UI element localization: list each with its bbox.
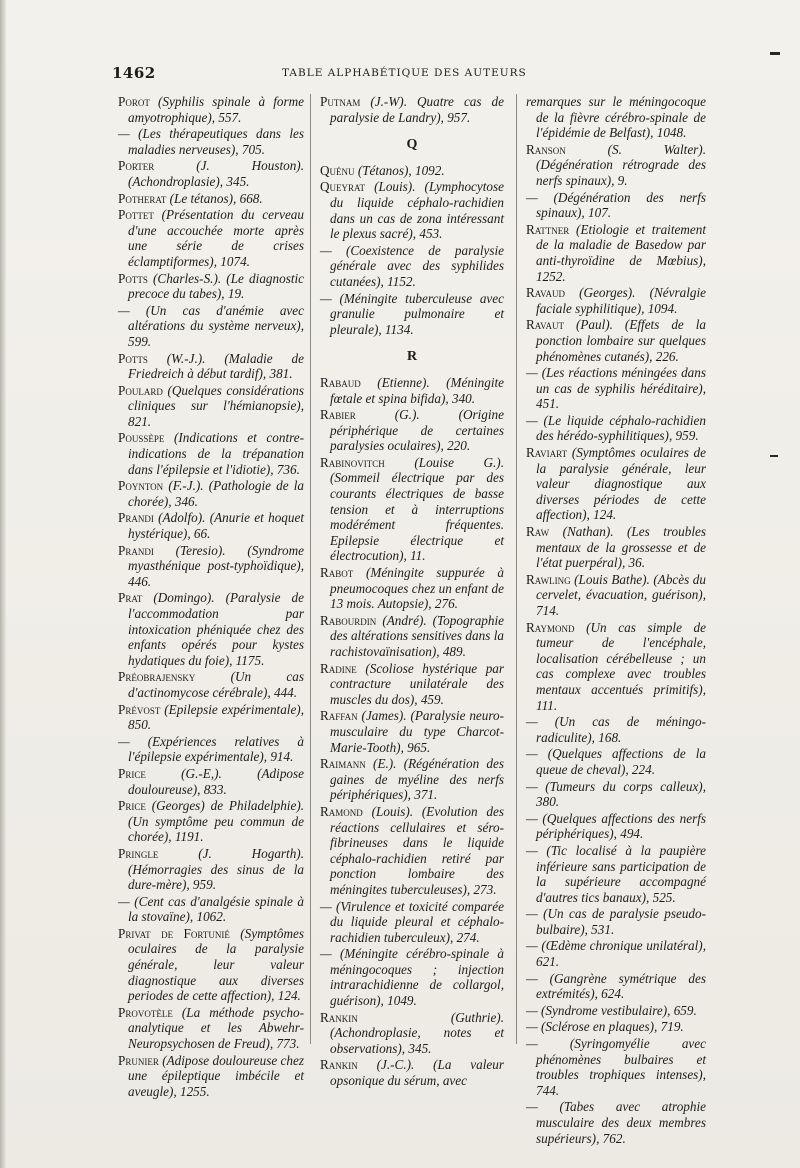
author-name: Rabinovitch: [320, 454, 385, 470]
author-name: Ravaud: [526, 285, 565, 301]
author-name: Raw: [526, 524, 550, 540]
index-entry: [526, 142, 706, 189]
entry-text: (James). (Paralysie neuro-musculaire du type Charcot-Marie-Tooth), 965.: [330, 708, 504, 755]
entry-text: (Symptômes oculaires de la paralysie générale, leur valeur diagnostique aux diverses périodes de cette affection), 124.: [536, 445, 706, 523]
entry-text: (Etienne). (Méningite fœtale et spina bifida), 340.: [330, 374, 504, 406]
author-name: Ramond: [320, 803, 363, 819]
entry-text: — (Tic localisé à la paupière inférieure sans participation de la supérieure accompagné d'autres tics banaux), 525.: [526, 842, 706, 905]
author-name: Raymond: [526, 619, 575, 635]
author-name: Rabier: [320, 407, 356, 423]
author-name: Rawling: [526, 571, 571, 587]
entry-text: — (Syndrome vestibulaire), 659.: [526, 1002, 697, 1018]
page-binding-edge: [0, 0, 6, 1168]
index-entry: [118, 94, 304, 125]
index-entry: [526, 190, 706, 221]
author-name: Prat: [118, 590, 143, 606]
index-column-3: [526, 94, 706, 1147]
entry-text: (Scoliose hystérique par contracture unilatérale des muscles du dos), 459.: [330, 660, 505, 707]
entry-text: (Indications et contre-indications de la trépanation dans l'épilepsie et l'idiotie), 736.: [128, 430, 305, 477]
page-header: [112, 64, 752, 84]
entry-text: — (Un cas de méningo-radiculite), 168.: [526, 714, 706, 745]
index-entry: [320, 1010, 504, 1057]
entry-text: (Charles-S.). (Le diagnostic precoce du tabes), 19.: [128, 270, 305, 302]
entry-text: (Teresio). (Syndrome myasthénique post-typhoïdique), 446.: [128, 542, 304, 589]
entry-text: — (Gangrène symétrique des extrémités), 624.: [526, 970, 706, 1002]
entry-text: — (Un cas d'anémie avec altérations du système nerveux), 599.: [118, 302, 304, 349]
index-entry: [320, 756, 504, 803]
entry-text: (G.-E,). (Adipose douloureuse), 833.: [128, 765, 304, 797]
index-entry: [118, 271, 304, 302]
index-entry: [526, 1019, 706, 1035]
index-entry: [320, 291, 504, 338]
author-name: Raimann: [320, 756, 366, 772]
index-entry: [118, 158, 304, 189]
entry-text: — (Les thérapeutiques dans les maladies nerveuses), 705.: [118, 126, 304, 157]
author-name: Rattner: [526, 221, 570, 237]
author-name: Quénu: [320, 162, 355, 178]
entry-text: (S. Walter). (Dégénération rétrograde des nerfs spinaux), 9.: [536, 141, 706, 188]
entry-text: — (Coexistence de paralysie générale avec des syphilides cutanées), 1152.: [320, 242, 504, 289]
index-entry: [118, 510, 304, 541]
index-entry: [118, 207, 304, 269]
index-entry: [526, 906, 706, 937]
entry-text: (Georges). (Névralgie faciale syphilitique), 1094.: [536, 285, 706, 316]
index-entry: [118, 590, 304, 668]
entry-text: (Louis). (Lymphocytose du liquide céphalo-rachidien dans un cas de zona intéressant le plexus sacré), 453.: [330, 179, 504, 242]
index-entry: [118, 669, 304, 700]
author-name: Provotèle: [118, 1004, 173, 1020]
author-name: Raffan: [320, 708, 358, 724]
column-divider: [516, 94, 517, 1044]
entry-text: (Guthrie). (Achondroplasie, notes et observations), 345.: [330, 1009, 504, 1056]
entry-text: (J.-C.). (La valeur opsonique du sérum, avec: [330, 1057, 504, 1089]
author-name: Ravaut: [526, 317, 564, 333]
index-entry: [118, 798, 304, 845]
index-entry: [118, 926, 304, 1004]
entry-text: — (Quelques affections des nerfs périphériques), 494.: [526, 810, 706, 842]
author-name: Price: [118, 798, 146, 814]
index-entry: [118, 430, 304, 477]
index-entry: [118, 894, 304, 925]
index-entry: [526, 285, 706, 316]
entry-text: (Etiologie et traitement de la maladie de Basedow par anti-thyroïdine de Mœbius), 1252.: [536, 221, 706, 284]
index-entry: [320, 407, 504, 454]
index-entry: [526, 779, 706, 810]
entry-text: (Symptômes oculaires de la paralysie générale, leur valeur diagnostique aux diverses periodes de cette affection), 124.: [128, 925, 304, 1004]
entry-text: — (Cent cas d'analgésie spinale à la stovaïne), 1062.: [118, 893, 304, 925]
entry-text: — (Tumeurs du corps calleux), 380.: [526, 778, 706, 810]
index-entry: [526, 620, 706, 714]
entry-text: — (Les réactions méningées dans un cas de syphilis héréditaire), 451.: [526, 365, 706, 412]
entry-text: (Louis Bathe). (Abcès du cervelet, évacuation, guérison), 714.: [536, 571, 706, 618]
author-name: Poynton: [118, 478, 164, 494]
entry-text: — (Tabes avec atrophie musculaire des deux membres supérieurs), 762.: [526, 1099, 706, 1146]
index-entry: [320, 455, 504, 564]
entry-text: — (Le liquide céphalo-rachidien des hérédo-syphilitiques), 959.: [526, 412, 706, 444]
index-entry: [526, 811, 706, 842]
entry-text: (Quelques considérations cliniques sur l'hémianopsie), 821.: [128, 382, 305, 429]
index-entry: [118, 1053, 304, 1100]
index-entry: [320, 375, 504, 406]
index-entry: [320, 613, 504, 660]
index-entry: [320, 179, 504, 241]
index-entry: [320, 708, 504, 755]
entry-text: remarques sur le méningocoque de la fièvre cérébro-spinale de l'épidémie de Belfast), 1048.: [526, 94, 706, 141]
entry-text: — (Un cas de paralysie pseudo-bulbaire), 531.: [526, 906, 706, 937]
index-entry: [118, 383, 304, 430]
author-name: Price: [118, 765, 146, 781]
author-name: Prévost: [118, 701, 161, 717]
author-name: Préobrajensky: [118, 669, 196, 685]
entry-text: — (Dégénération des nerfs spinaux), 107.: [526, 189, 706, 221]
index-entry: [526, 1003, 706, 1019]
author-name: Potherat: [118, 190, 167, 206]
entry-text: — (Syringomyélie avec phénomènes bulbaires et troubles trophiques intenses), 744.: [526, 1036, 706, 1098]
index-entry: [118, 766, 304, 797]
index-entry: [526, 365, 706, 412]
index-entry: [118, 478, 304, 509]
index-entry: [526, 317, 706, 364]
author-name: Ranson: [526, 141, 566, 157]
entry-text: (W.-J.). (Maladie de Friedreich à début tardif), 381.: [128, 350, 304, 382]
entry-text: (Georges) de Philadelphie). (Un symptôme peu commun de chorée), 1191.: [128, 798, 305, 845]
entry-text: (F.-J.). (Pathologie de la chorée), 346.: [128, 478, 304, 509]
author-name: Prandi: [118, 542, 154, 558]
entry-text: — (Virulence et toxicité comparée du liquide pleural et céphalo-rachidien tuberculeux), 274.: [320, 898, 504, 945]
entry-text: (Méningite suppurée à pneumocoques chez un enfant de 13 mois. Autopsie), 276.: [330, 565, 505, 612]
entry-text: (La méthode psycho-analytique et les Abwehr-Neuropsychosen de Freud), 773.: [128, 1004, 305, 1052]
entry-text: (Un cas simple de tumeur de l'encéphale, localisation cérébelleuse ; un cas complexe avec troubles mentaux accentués primitifs), 111.: [536, 619, 707, 713]
author-name: Prandi: [118, 510, 154, 526]
entry-text: (J.-W). Quatre cas de paralysie de Landry), 957.: [330, 94, 504, 125]
index-entry: [118, 734, 304, 765]
index-entry: [526, 938, 706, 969]
index-entry: [526, 714, 706, 745]
entry-text: — (Expériences relatives à l'épilepsie expérimentale), 914.: [118, 733, 304, 765]
index-entry: [526, 971, 706, 1002]
entry-text: — (Méningite tuberculeuse avec granulie pulmonaire et pleurale), 1134.: [320, 290, 504, 337]
index-entry: [526, 572, 706, 619]
author-name: Putnam: [320, 94, 361, 109]
scan-artifact: [770, 52, 780, 55]
index-entry: [526, 413, 706, 444]
author-name: Pringle: [118, 845, 159, 861]
scan-artifact: [770, 455, 778, 457]
index-entry: [320, 565, 504, 612]
author-name: Pottet: [118, 207, 154, 223]
entry-text: (Nathan). (Les troubles mentaux de la grossesse et de l'état puerpéral), 36.: [536, 524, 706, 571]
entry-text: (Domingo). (Paralysie de l'accommodation par intoxication phéniquée chez des enfants opérés pour kystes hydatiques du foie), 1175.: [128, 590, 305, 668]
author-name: Rankin: [320, 1009, 358, 1025]
index-entry: [526, 94, 706, 141]
author-name: Potts: [118, 350, 148, 366]
entry-text: (Epilepsie expérimentale), 850.: [128, 701, 304, 733]
entry-text: — (Œdème chronique unilatéral), 621.: [526, 938, 706, 970]
index-entry: [320, 1057, 504, 1088]
entry-text: (Louise G.). (Sommeil électrique par des courants électriques de basse tension et à interruptions modérément fréquentes. Epilepsie électrique et électrocution), 11.: [330, 454, 504, 564]
author-name: Privat de Fortunié: [118, 925, 230, 941]
entry-text: (André). (Topographie des altérations sensitives dans la rachistovaïnisation), 489.: [330, 612, 504, 659]
author-name: Poulard: [118, 382, 163, 398]
running-title: TABLE ALPHABÉTIQUE DES AUTEURS: [282, 67, 527, 79]
index-entry: [526, 1036, 706, 1098]
index-entry: [320, 243, 504, 290]
author-name: Raviart: [526, 445, 568, 461]
index-entry: [526, 222, 706, 284]
index-entry: [526, 445, 706, 523]
index-entry: [526, 1099, 706, 1146]
entry-text: — (Sclérose en plaques), 719.: [526, 1019, 684, 1035]
page-number: 1462: [112, 64, 156, 82]
index-entry: [526, 524, 706, 571]
index-entry: [118, 351, 304, 382]
index-entry: [118, 846, 304, 893]
entry-text: (Le tétanos), 668.: [169, 190, 263, 206]
author-name: Poussèpe: [118, 430, 165, 446]
index-entry: [320, 804, 504, 898]
author-name: Rankin: [320, 1057, 358, 1073]
author-name: Prunier: [118, 1052, 159, 1068]
entry-text: (J. Hogarth). (Hémorragies des sinus de la dure-mère), 959.: [128, 845, 304, 893]
author-name: Porter: [118, 158, 155, 174]
author-name: Rabaud: [320, 374, 361, 390]
index-entry: [320, 94, 504, 125]
column-divider: [310, 94, 311, 1044]
entry-text: (Présentation du cerveau d'une accouchée morte après une série de crises éclamptiformes), 1074.: [128, 207, 304, 269]
index-entry: [320, 163, 504, 179]
entry-text: (Tétanos), 1092.: [357, 162, 445, 178]
entry-text: (E.). (Régénération des gaines de myéline des nerfs périphériques), 371.: [330, 756, 504, 803]
index-entry: [320, 661, 504, 708]
author-name: Potts: [118, 270, 148, 286]
index-entry: [118, 191, 304, 207]
author-name: Queyrat: [320, 179, 366, 195]
index-entry: [118, 303, 304, 350]
author-name: Rabourdin: [320, 612, 377, 628]
index-entry: [118, 543, 304, 590]
author-name: Rabot: [320, 565, 354, 581]
entry-text: — (Méningite cérébro-spinale à méningocoques ; injection intrarachidienne de collargol, guérison), 1049.: [320, 946, 504, 1009]
entry-text: (J. Houston). (Achondroplasie), 345.: [128, 158, 304, 189]
author-name: Radine: [320, 660, 357, 676]
index-entry: [320, 946, 504, 1008]
entry-text: (Adolfo). (Anurie et hoquet hystérique), 66.: [128, 510, 305, 542]
index-entry: [118, 126, 304, 157]
section-letter: R: [406, 349, 418, 365]
index-entry: [526, 843, 706, 905]
index-entry: [118, 702, 304, 733]
author-name: Porot: [118, 94, 150, 109]
entry-text: (G.). (Origine périphérique de certaines paralysies oculaires), 220.: [330, 407, 504, 454]
entry-text: (Syphilis spinale à forme amyotrophique), 557.: [128, 94, 304, 125]
entry-text: (Adipose douloureuse chez une épileptique imbécile et aveugle), 1255.: [128, 1052, 304, 1099]
section-letter: Q: [406, 137, 418, 153]
index-column-2: [320, 94, 504, 1090]
index-entry: [526, 746, 706, 777]
entry-text: — (Quelques affections de la queue de cheval), 224.: [526, 746, 706, 777]
entry-text: (Louis). (Evolution des réactions cellulaires et séro-fibrineuses dans le liquide céphalo-rachidien retiré par ponction lombaire des méningites tuberculeuses), 273.: [330, 803, 504, 897]
index-column-1: [118, 94, 304, 1100]
entry-text: (Un cas d'actinomycose cérébrale), 444.: [128, 669, 304, 700]
index-entry: [118, 1005, 304, 1052]
index-entry: [320, 899, 504, 946]
entry-text: (Paul). (Effets de la ponction lombaire sur quelques phénomènes cutanés), 226.: [536, 317, 707, 364]
